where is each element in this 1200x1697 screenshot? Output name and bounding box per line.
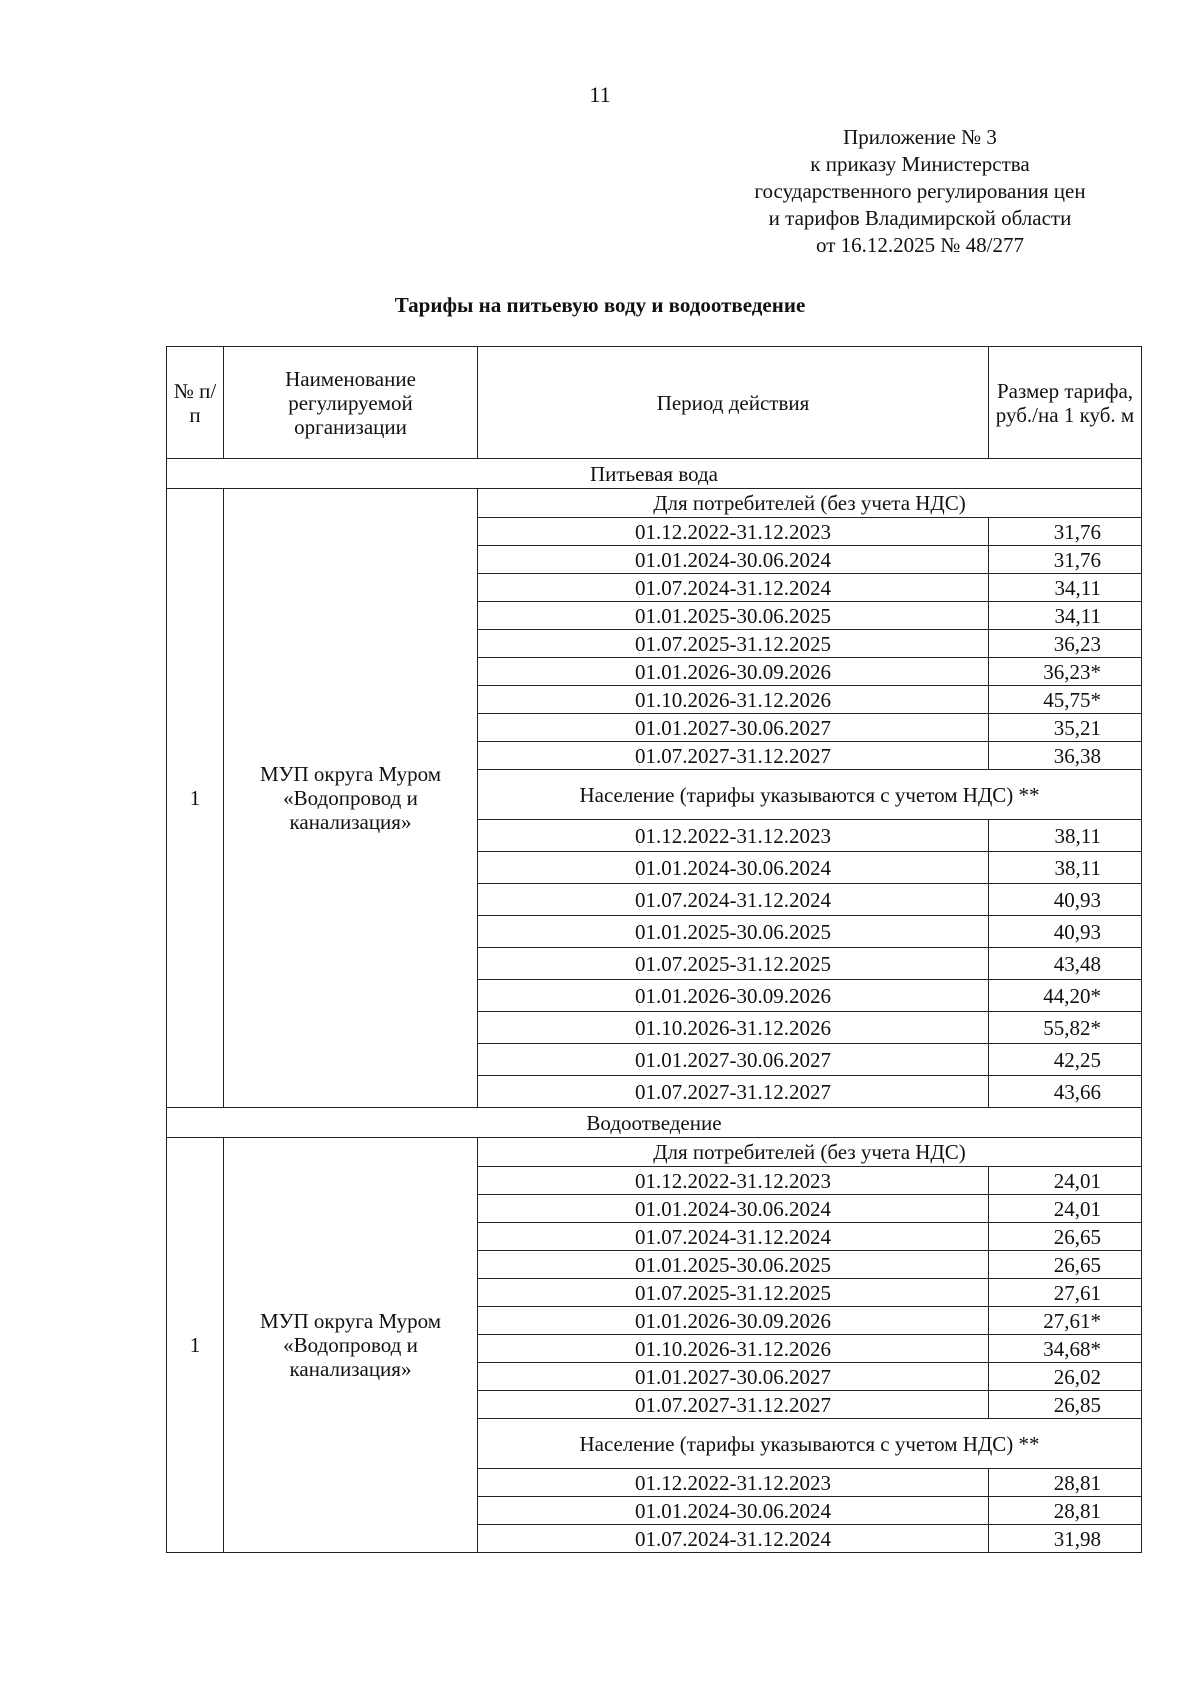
tariff-value-cell: 36,23* bbox=[989, 658, 1142, 686]
tariff-value-cell: 34,68* bbox=[989, 1335, 1142, 1363]
period-cell: 01.07.2025-31.12.2025 bbox=[478, 948, 989, 980]
tariff-value-cell: 43,66 bbox=[989, 1076, 1142, 1108]
group-label: Население (тарифы указываются с учетом НДС) ** bbox=[478, 770, 1142, 820]
tariff-value-cell: 31,76 bbox=[989, 546, 1142, 574]
period-cell: 01.07.2024-31.12.2024 bbox=[478, 1223, 989, 1251]
group-label-row bbox=[167, 1138, 1142, 1167]
row-number: 1 bbox=[167, 1138, 224, 1553]
period-cell: 01.01.2026-30.09.2026 bbox=[478, 980, 989, 1012]
tariff-value-cell: 28,81 bbox=[989, 1497, 1142, 1525]
row-number: 1 bbox=[167, 489, 224, 1108]
period-cell: 01.01.2024-30.06.2024 bbox=[478, 852, 989, 884]
tariff-value-cell: 38,11 bbox=[989, 820, 1142, 852]
appendix-line: Приложение № 3 bbox=[843, 125, 997, 149]
tariff-value-cell: 26,02 bbox=[989, 1363, 1142, 1391]
header-num: № п/п bbox=[167, 347, 224, 459]
period-cell: 01.01.2027-30.06.2027 bbox=[478, 1044, 989, 1076]
period-cell: 01.07.2027-31.12.2027 bbox=[478, 1076, 989, 1108]
tariff-value-cell: 31,98 bbox=[989, 1525, 1142, 1553]
tariff-value-cell: 34,11 bbox=[989, 574, 1142, 602]
tariff-value-cell: 40,93 bbox=[989, 884, 1142, 916]
section-header-row bbox=[167, 459, 1142, 489]
tariff-value-cell: 40,93 bbox=[989, 916, 1142, 948]
period-cell: 01.01.2027-30.06.2027 bbox=[478, 1363, 989, 1391]
appendix-line: к приказу Министерства bbox=[810, 152, 1030, 176]
organization-name: МУП округа Муром «Водопровод и канализация» bbox=[224, 1138, 478, 1553]
tariff-table-body bbox=[167, 459, 1142, 1553]
period-cell: 01.07.2027-31.12.2027 bbox=[478, 1391, 989, 1419]
tariff-value-cell: 26,65 bbox=[989, 1251, 1142, 1279]
group-label: Для потребителей (без учета НДС) bbox=[478, 1138, 1142, 1167]
period-cell: 01.07.2025-31.12.2025 bbox=[478, 630, 989, 658]
tariff-value-cell: 45,75* bbox=[989, 686, 1142, 714]
tariff-value-cell: 26,65 bbox=[989, 1223, 1142, 1251]
tariff-value-cell: 38,11 bbox=[989, 852, 1142, 884]
group-label: Для потребителей (без учета НДС) bbox=[478, 489, 1142, 518]
section-header-row bbox=[167, 1108, 1142, 1138]
tariff-value-cell: 26,85 bbox=[989, 1391, 1142, 1419]
organization-name: МУП округа Муром «Водопровод и канализация» bbox=[224, 489, 478, 1108]
period-cell: 01.10.2026-31.12.2026 bbox=[478, 1012, 989, 1044]
period-cell: 01.07.2024-31.12.2024 bbox=[478, 574, 989, 602]
period-cell: 01.12.2022-31.12.2023 bbox=[478, 518, 989, 546]
period-cell: 01.12.2022-31.12.2023 bbox=[478, 1469, 989, 1497]
section-title: Водоотведение bbox=[167, 1108, 1142, 1138]
section-title: Питьевая вода bbox=[167, 459, 1142, 489]
tariff-value-cell: 43,48 bbox=[989, 948, 1142, 980]
tariff-value-cell: 36,23 bbox=[989, 630, 1142, 658]
group-label-row bbox=[167, 489, 1142, 518]
tariff-value-cell: 24,01 bbox=[989, 1195, 1142, 1223]
header-tariff: Размер тарифа, руб./на 1 куб. м bbox=[989, 347, 1142, 459]
tariff-value-cell: 27,61 bbox=[989, 1279, 1142, 1307]
period-cell: 01.10.2026-31.12.2026 bbox=[478, 1335, 989, 1363]
page-number: 11 bbox=[589, 82, 611, 107]
tariff-value-cell: 36,38 bbox=[989, 742, 1142, 770]
appendix-line: и тарифов Владимирской области bbox=[768, 206, 1072, 230]
header-org: Наименование регулируемой организации bbox=[224, 347, 478, 459]
period-cell: 01.07.2024-31.12.2024 bbox=[478, 1525, 989, 1553]
tariff-value-cell: 34,11 bbox=[989, 602, 1142, 630]
period-cell: 01.01.2024-30.06.2024 bbox=[478, 1195, 989, 1223]
tariff-value-cell: 55,82* bbox=[989, 1012, 1142, 1044]
tariff-value-cell: 44,20* bbox=[989, 980, 1142, 1012]
period-cell: 01.12.2022-31.12.2023 bbox=[478, 1167, 989, 1195]
document-title: Тарифы на питьевую воду и водоотведение bbox=[394, 293, 806, 317]
tariff-value-cell: 28,81 bbox=[989, 1469, 1142, 1497]
tariff-value-cell: 27,61* bbox=[989, 1307, 1142, 1335]
header-period: Период действия bbox=[478, 347, 989, 459]
period-cell: 01.07.2025-31.12.2025 bbox=[478, 1279, 989, 1307]
period-cell: 01.01.2027-30.06.2027 bbox=[478, 714, 989, 742]
period-cell: 01.12.2022-31.12.2023 bbox=[478, 820, 989, 852]
period-cell: 01.07.2027-31.12.2027 bbox=[478, 742, 989, 770]
period-cell: 01.10.2026-31.12.2026 bbox=[478, 686, 989, 714]
period-cell: 01.01.2024-30.06.2024 bbox=[478, 546, 989, 574]
period-cell: 01.01.2026-30.09.2026 bbox=[478, 658, 989, 686]
tariff-value-cell: 42,25 bbox=[989, 1044, 1142, 1076]
period-cell: 01.01.2025-30.06.2025 bbox=[478, 916, 989, 948]
tariff-value-cell: 24,01 bbox=[989, 1167, 1142, 1195]
tariff-table bbox=[166, 346, 1142, 1553]
appendix-line: от 16.12.2025 № 48/277 bbox=[815, 233, 1025, 257]
tariff-value-cell: 31,76 bbox=[989, 518, 1142, 546]
tariff-value-cell: 35,21 bbox=[989, 714, 1142, 742]
period-cell: 01.01.2025-30.06.2025 bbox=[478, 1251, 989, 1279]
group-label: Население (тарифы указываются с учетом НДС) ** bbox=[478, 1419, 1142, 1469]
period-cell: 01.01.2025-30.06.2025 bbox=[478, 602, 989, 630]
period-cell: 01.01.2024-30.06.2024 bbox=[478, 1497, 989, 1525]
period-cell: 01.07.2024-31.12.2024 bbox=[478, 884, 989, 916]
period-cell: 01.01.2026-30.09.2026 bbox=[478, 1307, 989, 1335]
appendix-line: государственного регулирования цен bbox=[754, 179, 1086, 203]
appendix-block bbox=[700, 124, 1140, 259]
